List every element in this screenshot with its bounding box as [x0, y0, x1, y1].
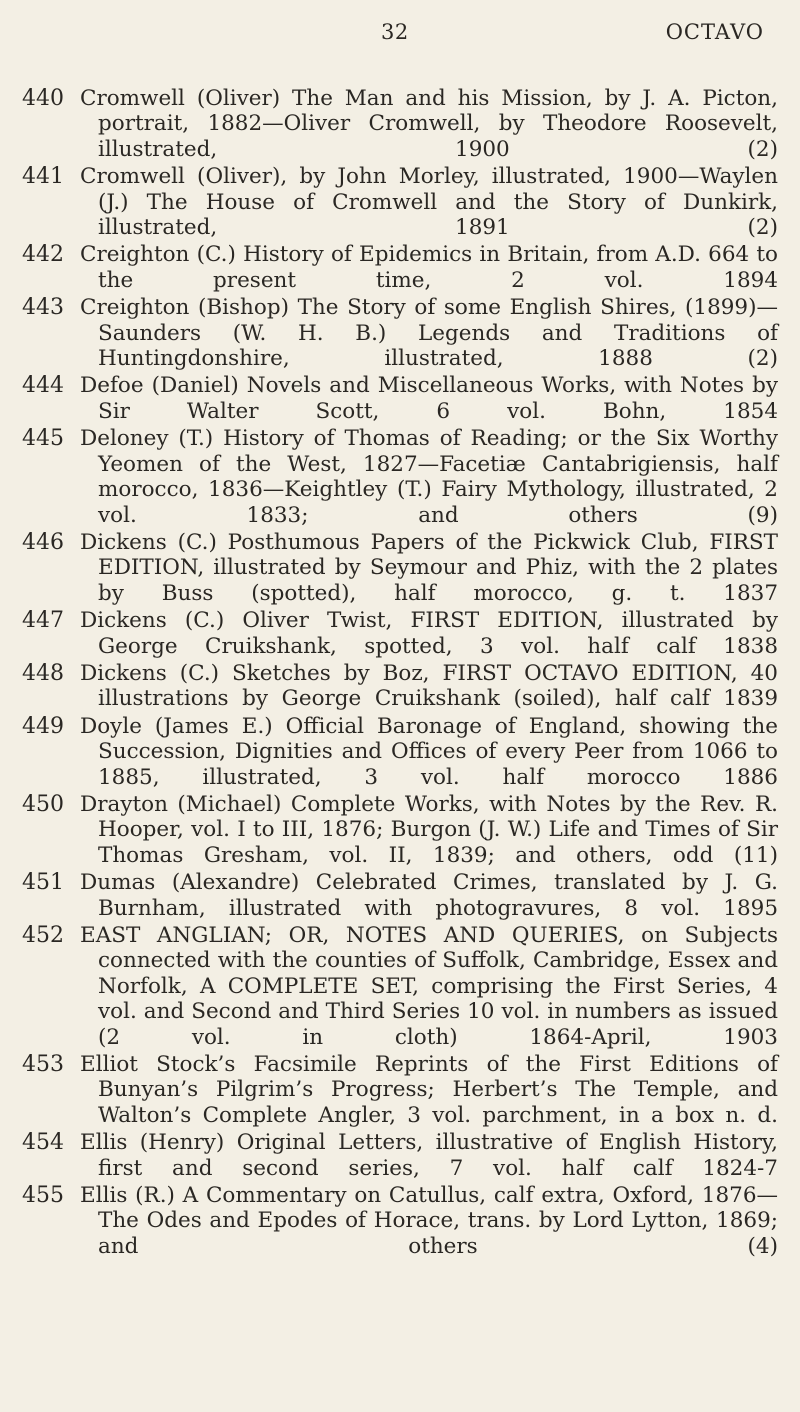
lot-entry-448: [0, 661, 800, 712]
lot-entry-454: [0, 1130, 800, 1181]
lot-description: Doyle (James E.) Official Baronage of England, showing the Succession, Dignities and Offices of every Peer from 1066 to 1885, illustrated, 3 vol. half morocco 1886: [80, 713, 778, 790]
lot-list: [0, 86, 800, 1261]
lot-description: Ellis (Henry) Original Letters, illustrative of English History, first and second series, 7 vol. half calf 1824-7: [80, 1130, 778, 1181]
lot-entry-453: [0, 1052, 800, 1128]
lot-number: 455: [22, 1183, 64, 1209]
lot-description: Creighton (Bishop) The Story of some English Shires, (1899)—Saunders (W. H. B.) Legends and Traditions of Huntingdonshire, illustrated, 1888 (2): [80, 295, 778, 372]
lot-number: 445: [22, 426, 64, 452]
page-number: 32: [381, 20, 409, 44]
lot-number: 440: [22, 86, 64, 111]
lot-number: 448: [22, 660, 64, 686]
lot-number: 441: [22, 164, 64, 190]
lot-number: 453: [22, 1052, 64, 1078]
lot-number: 444: [22, 373, 64, 399]
running-head: OCTAVO: [665, 20, 764, 44]
lot-description: Dickens (C.) Oliver Twist, FIRST EDITION, illustrated by George Cruikshank, spotted, 3 vol. half calf 1838: [80, 608, 778, 659]
lot-entry-447: [0, 608, 800, 659]
lot-number: 454: [22, 1130, 64, 1156]
lot-number: 452: [22, 923, 64, 948]
lot-number: 450: [22, 791, 64, 817]
lot-entry-445: [0, 426, 800, 528]
lot-entry-444: [0, 373, 800, 424]
lot-description: Elliot Stock’s Facsimile Reprints of the First Editions of Bunyan’s Pilgrim’s Progress; Herbert’s The Temple, and Walton’s Complete Angler, 3 vol. parchment, in a box n. d.: [80, 1052, 778, 1128]
lot-number: 447: [22, 608, 64, 634]
lot-entry-449: [0, 714, 800, 790]
lot-entry-455: [0, 1183, 800, 1259]
lot-number: 443: [22, 295, 64, 321]
lot-entry-451: [0, 870, 800, 921]
lot-description: Defoe (Daniel) Novels and Miscellaneous Works, with Notes by Sir Walter Scott, 6 vol. Bohn, 1854: [80, 373, 778, 424]
lot-description: Drayton (Michael) Complete Works, with Notes by the Rev. R. Hooper, vol. I to III, 1876; Burgon (J. W.) Life and Times of Sir Thomas Gresham, vol. II, 1839; and others, odd (11): [80, 791, 778, 868]
lot-entry-443: [0, 295, 800, 371]
lot-description: Creighton (C.) History of Epidemics in Britain, from A.D. 664 to the present time, 2 vol. 1894: [80, 242, 778, 293]
lot-number: 451: [22, 870, 64, 896]
lot-entry-450: [0, 792, 800, 868]
lot-description: Dickens (C.) Sketches by Boz, FIRST OCTAVO EDITION, 40 illustrations by George Cruikshank (soiled), half calf 1839: [80, 660, 778, 712]
lot-description: Cromwell (Oliver), by John Morley, illustrated, 1900—Waylen (J.) The House of Cromwell and the Story of Dunkirk, illustrated, 1891 (2): [80, 164, 778, 241]
lot-number: 442: [22, 242, 64, 268]
lot-description: Cromwell (Oliver) The Man and his Mission, by J. A. Picton, portrait, 1882—Oliver Cromwell, by Theodore Roosevelt, illustrated, 1900 (2): [80, 86, 778, 162]
lot-description: Deloney (T.) History of Thomas of Reading; or the Six Worthy Yeomen of the West, 1827—Facetiæ Cantabrigiensis, half morocco, 1836—Keightley (T.) Fairy Mythology, illustrated, 2 vol. 1833; and others (9): [80, 426, 778, 528]
lot-description: Dickens (C.) Posthumous Papers of the Pickwick Club, FIRST EDITION, illustrated by Seymour and Phiz, with the 2 plates by Buss (spotted), half morocco, g. t. 1837: [80, 529, 778, 606]
lot-description: Dumas (Alexandre) Celebrated Crimes, translated by J. G. Burnham, illustrated with photogravures, 8 vol. 1895: [80, 870, 778, 921]
lot-entry-440: [0, 86, 800, 162]
lot-description: EAST ANGLIAN; OR, NOTES AND QUERIES, on Subjects connected with the counties of Suffolk, Cambridge, Essex and Norfolk, A COMPLETE SET, comprising the First Series, 4 vol. and Second and Third Series 10 vol. in numbers as issued (2 vol. in cloth) 1864-April, 1903: [80, 923, 778, 1050]
lot-entry-441: [0, 164, 800, 240]
lot-entry-442: [0, 242, 800, 293]
lot-description: Ellis (R.) A Commentary on Catullus, calf extra, Oxford, 1876—The Odes and Epodes of Horace, trans. by Lord Lytton, 1869; and others (4): [80, 1183, 778, 1259]
lot-entry-452: [0, 923, 800, 1050]
page-header: [0, 20, 800, 60]
lot-number: 449: [22, 713, 64, 739]
lot-entry-446: [0, 530, 800, 606]
lot-number: 446: [22, 529, 64, 555]
